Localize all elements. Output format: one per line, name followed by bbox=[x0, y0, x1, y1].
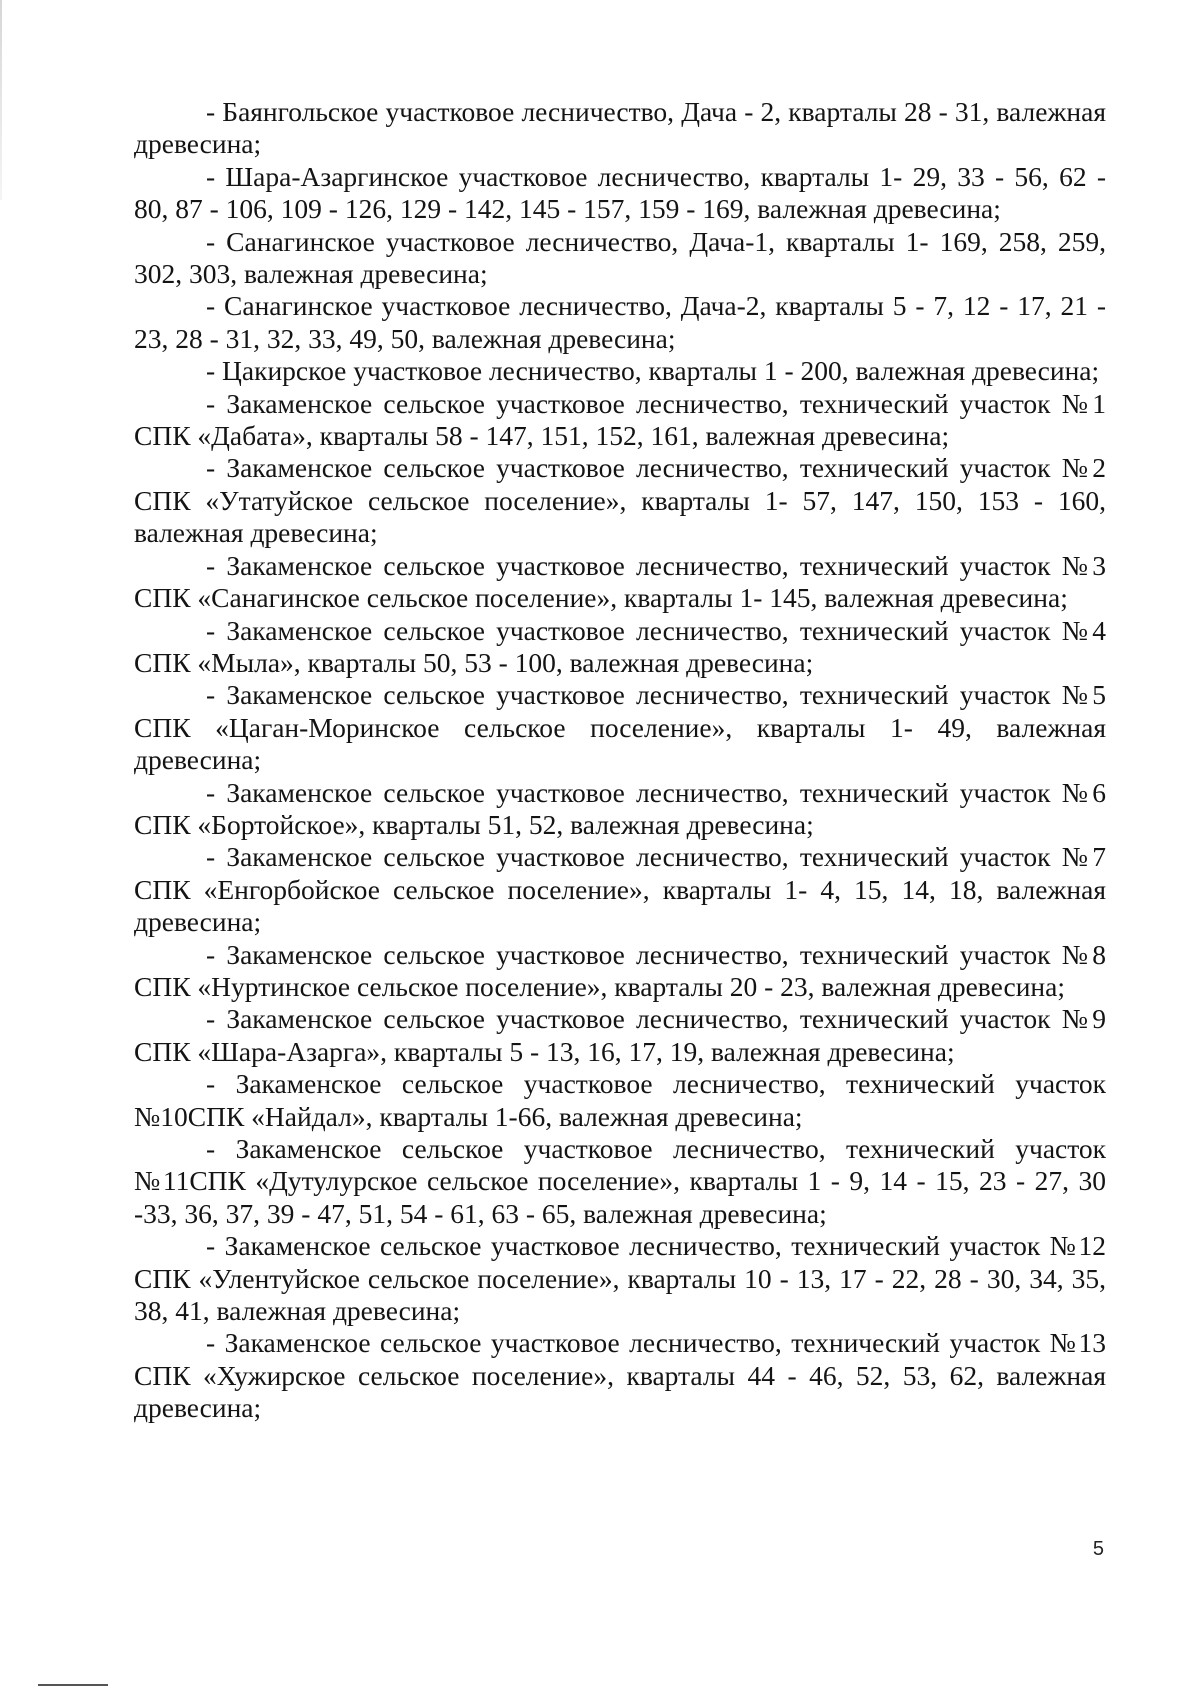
list-item-paragraph: - Закаменское сельское участковое лесничество, технический участок №11СПК «Дутулурское сельское поселение», кварталы 1 - 9, 14 - 15, 23 - 27, 30 -33, 36, 37, 39 - 47, 51, 54 - 61, 63 - 65, валежная древесина; bbox=[134, 1133, 1106, 1229]
list-item-paragraph: - Санагинское участковое лесничество, Дача-1, кварталы 1- 169, 258, 259, 302, 303, валежная древесина; bbox=[134, 225, 1106, 290]
list-item-paragraph: - Закаменское сельское участковое лесничество, технический участок №3 СПК «Санагинское сельское поселение», кварталы 1- 145, валежная древесина; bbox=[134, 549, 1106, 614]
list-item-paragraph: - Баянгольское участковое лесничество, Дача - 2, кварталы 28 - 31, валежная древесина; bbox=[134, 96, 1106, 160]
list-item-paragraph: - Шара-Азаргинское участковое лесничество, кварталы 1- 29, 33 - 56, 62 - 80, 87 - 106, 109 - 126, 129 - 142, 145 - 157, 159 - 169, валежная древесина; bbox=[134, 160, 1106, 225]
list-item-paragraph: - Санагинское участковое лесничество, Дача-2, кварталы 5 - 7, 12 - 17, 21 - 23, 28 - 31, 32, 33, 49, 50, валежная древесина; bbox=[134, 290, 1106, 354]
list-item-paragraph: - Закаменское сельское участковое лесничество, технический участок №13 СПК «Хужирское сельское поселение», кварталы 44 - 46, 52, 53, 62, валежная древесина; bbox=[134, 1327, 1106, 1424]
list-item-paragraph: - Закаменское сельское участковое лесничество, технический участок №8 СПК «Нуртинское сельское поселение», кварталы 20 - 23, валежная древесина; bbox=[134, 938, 1106, 1002]
bottom-divider bbox=[38, 1684, 108, 1686]
list-item-paragraph: - Закаменское сельское участковое лесничество, технический участок №9 СПК «Шара-Азарга», кварталы 5 - 13, 16, 17, 19, валежная древесина; bbox=[134, 1003, 1106, 1067]
list-item-paragraph: - Закаменское сельское участковое лесничество, технический участок №2 СПК «Утатуйское сельское поселение», кварталы 1- 57, 147, 150, 153 - 160, валежная древесина; bbox=[134, 452, 1106, 549]
list-item-paragraph: - Закаменское сельское участковое лесничество, технический участок №5 СПК «Цаган-Моринское сельское поселение», кварталы 1- 49, валежная древесина; bbox=[134, 679, 1106, 776]
page-number: 5 bbox=[1092, 1538, 1104, 1560]
list-item-paragraph: - Закаменское сельское участковое лесничество, технический участок №12 СПК «Улентуйское сельское поселение», кварталы 10 - 13, 17 - 22, 28 - 30, 34, 35, 38, 41, валежная древесина; bbox=[134, 1230, 1106, 1327]
list-item-paragraph: - Закаменское сельское участковое лесничество, технический участок №4 СПК «Мыла», кварталы 50, 53 - 100, валежная древесина; bbox=[134, 614, 1106, 678]
list-item-paragraph: - Закаменское сельское участковое лесничество, технический участок №6 СПК «Бортойское», кварталы 51, 52, валежная древесина; bbox=[134, 776, 1106, 840]
list-item-paragraph: - Цакирское участковое лесничество, кварталы 1 - 200, валежная древесина; bbox=[206, 355, 1100, 387]
document-body bbox=[134, 96, 1106, 1425]
list-item-paragraph: - Закаменское сельское участковое лесничество, технический участок №7 СПК «Енгорбойское сельское поселение», кварталы 1- 4, 15, 14, 18, валежная древесина; bbox=[134, 841, 1106, 938]
list-item-paragraph: - Закаменское сельское участковое лесничество, технический участок №10СПК «Найдал», кварталы 1-66, валежная древесина; bbox=[134, 1068, 1106, 1132]
scan-edge-shadow bbox=[0, 0, 2, 200]
list-item-paragraph: - Закаменское сельское участковое лесничество, технический участок №1 СПК «Дабата», кварталы 58 - 147, 151, 152, 161, валежная древесина; bbox=[134, 387, 1106, 452]
